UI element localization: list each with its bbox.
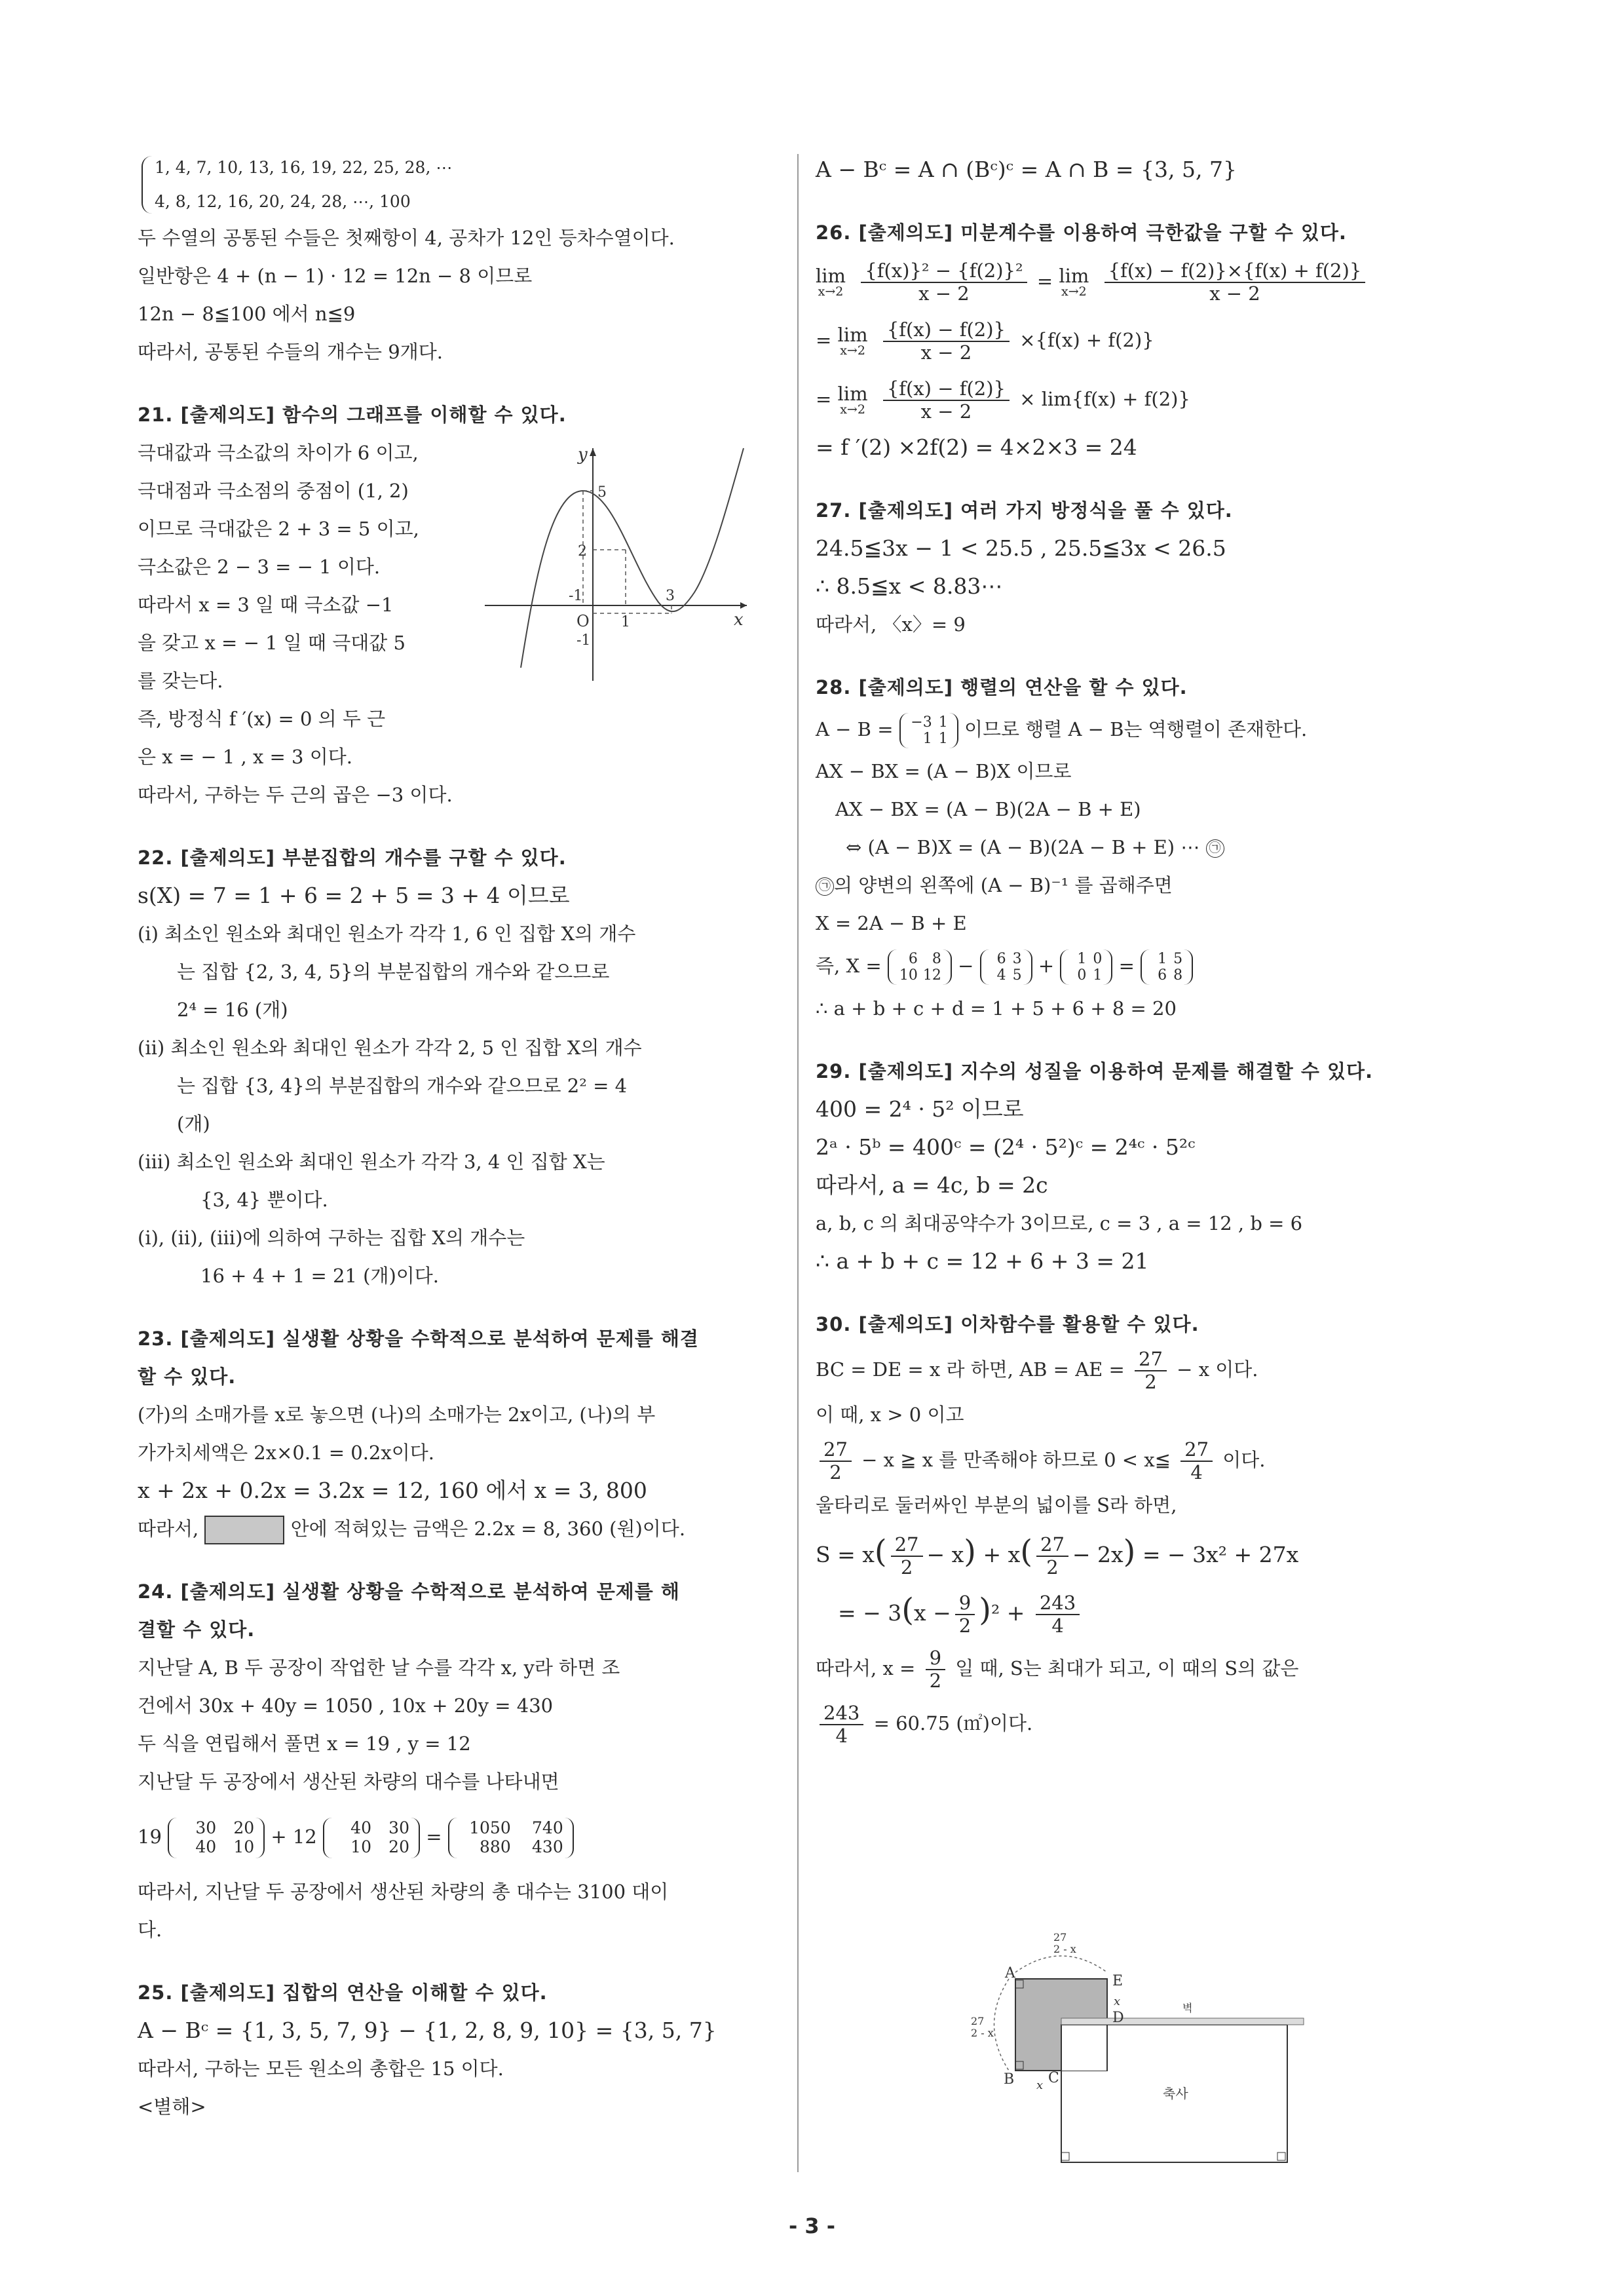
- question-21: [138, 396, 783, 814]
- text-line: A − Bᶜ = {1, 3, 5, 7, 9} − {1, 2, 8, 9, 10} = {3, 5, 7}: [138, 2018, 717, 2043]
- graph-tick-5: 5: [597, 484, 607, 501]
- question-30: [816, 1305, 1477, 1751]
- text-line: 를 갖는다.: [138, 670, 223, 692]
- text-fragment: − x ≧ x 를 만족해야 하므로 0 < x≦: [861, 1449, 1171, 1471]
- text-line: [816, 828, 1477, 866]
- equation-line: [816, 370, 1477, 429]
- equals-sign: =: [426, 1826, 442, 1848]
- fraction: $\frac{243}{4}$: [1036, 1592, 1080, 1637]
- matrix-entry: 30: [388, 1818, 409, 1838]
- label-a: A: [1005, 1965, 1015, 1981]
- question-24: [138, 1573, 783, 1949]
- question-25-title: 25. [출제의도] 집합의 연산을 이해할 수 있다.: [138, 1981, 548, 2004]
- text-line: [816, 866, 1477, 904]
- text-line: (ⅰ) 최소인 원소와 최대인 원소가 각각 1, 6 인 집합 X의 개수: [138, 923, 636, 945]
- coefficient: + 12: [271, 1826, 317, 1848]
- question-28: [816, 668, 1477, 1027]
- wall: [1061, 2018, 1304, 2025]
- limit-operator: lim x→2: [1059, 264, 1089, 299]
- matrix-entry: −3: [911, 714, 932, 731]
- matrix-entry: 740: [532, 1818, 563, 1838]
- text-line: (개): [177, 1113, 210, 1135]
- page-number: - 3 -: [788, 2213, 836, 2238]
- sequence-pair: [138, 151, 783, 219]
- label-e: E: [1112, 1973, 1124, 1989]
- label-barn: 축사: [1163, 2086, 1188, 2101]
- question-26: [816, 214, 1477, 467]
- text-line: 일반항은 4 + (n − 1) · 12 = 12n − 8 이므로: [138, 265, 533, 287]
- text-line: 지난달 A, B 두 공장이 작업한 날 수를 각각 x, y라 하면 조: [138, 1656, 620, 1679]
- text-line: = f ′(2) ×2f(2) = 4×2×3 = 24: [816, 434, 1137, 460]
- text-line: 400 = 2⁴ · 5² 이므로: [816, 1096, 1024, 1122]
- matrix-entry: 6: [1158, 967, 1167, 984]
- matrix-e: [1060, 949, 1112, 985]
- text-line: 극대값과 극소값의 차이가 6 이고,: [138, 442, 419, 464]
- matrix-b: [323, 1818, 420, 1858]
- text-line: 은 x = − 1 , x = 3 이다.: [138, 746, 352, 768]
- matrix-entry: 1: [922, 731, 932, 747]
- matrix-entry: 4: [996, 967, 1006, 984]
- graph-x-label: x: [734, 610, 744, 630]
- label-b: B: [1004, 2071, 1015, 2088]
- matrix-entry: 1050: [469, 1818, 511, 1838]
- function-curve: [521, 448, 744, 668]
- question-29-title: 29. [출제의도] 지수의 성질을 이용하여 문제를 해결할 수 있다.: [816, 1060, 1373, 1082]
- text-fragment: = − 3: [838, 1600, 902, 1626]
- text-line: 2⁴ = 16 (개): [177, 999, 288, 1021]
- matrix-x: [1141, 949, 1193, 985]
- text-line: 는 집합 {3, 4}의 부분집합의 개수와 같으므로 2² = 4: [177, 1075, 628, 1097]
- fraction: $\frac{27}{2}$: [820, 1439, 852, 1484]
- equation-line: [816, 1696, 1477, 1751]
- fraction: $\frac{243}{4}$: [820, 1702, 863, 1748]
- matrix-entry: 1: [1093, 967, 1103, 984]
- fraction: $\frac{27}{4}$: [1180, 1439, 1213, 1484]
- fraction: $\frac{27}{2}$: [1135, 1349, 1167, 1394]
- text-line: 12n − 8≦100 에서 n≦9: [138, 303, 356, 325]
- question-21-body: [138, 434, 478, 814]
- sequence-1: 1, 4, 7, 10, 13, 16, 19, 22, 25, 28, ⋯: [155, 158, 453, 177]
- fraction: $\frac{\{f(x) - f(2)\}\times\{f(x) + f(2)\}}{x - 2}$: [1105, 260, 1366, 305]
- text-line: 극소값은 2 − 3 = − 1 이다.: [138, 556, 381, 578]
- question-22-title: 22. [출제의도] 부분집합의 개수를 구할 수 있다.: [138, 847, 567, 869]
- text-line: 건에서 30x + 40y = 1050 , 10x + 20y = 430: [138, 1694, 554, 1717]
- fraction: $\frac{9}{2}$: [955, 1592, 975, 1637]
- text-line: 두 수열의 공통된 수들은 첫째항이 4, 공차가 12인 등차수열이다.: [138, 227, 675, 249]
- text-line: 이므로 극대값은 2 + 3 = 5 이고,: [138, 518, 419, 540]
- question-23-title: 23. [출제의도] 실생활 상황을 수학적으로 분석하여 문제를 해결: [138, 1328, 699, 1350]
- coefficient: 19: [138, 1826, 162, 1848]
- text-fragment: ²: [991, 1600, 1000, 1626]
- label-left-rest: 2 - x: [971, 2027, 994, 2039]
- matrix-result: [448, 1818, 574, 1858]
- text-fragment: 따라서, x =: [816, 1657, 916, 1679]
- matrix-entry: 0: [1077, 967, 1087, 984]
- matrix-entry: 3: [1012, 950, 1022, 967]
- fraction: $\frac{\text{\{f(x)\}² − \{f(2)\}²}}{x - 2}$: [861, 260, 1027, 305]
- equation-line: S = x( $\frac{27}{2}$ − x) + x( $\frac{27}{2}$ − 2x) = − 3x² + 27x: [816, 1533, 1299, 1578]
- matrix-b: [980, 949, 1032, 985]
- text-fragment: + x: [983, 1542, 1021, 1567]
- fence-diagram: [963, 1926, 1317, 2169]
- text-line: x + 2x + 0.2x = 3.2x = 12, 160 에서 x = 3, 800: [138, 1478, 647, 1503]
- text-line: AX − BX = (A − B)(2A − B + E): [835, 798, 1141, 820]
- text-line: 이 때, x > 0 이고: [816, 1404, 964, 1426]
- text-line: 는 집합 {2, 3, 4, 5}의 부분집합의 개수와 같으므로: [177, 961, 610, 983]
- label-wall: 벽: [1182, 2002, 1193, 2014]
- text-fragment: A − B =: [816, 718, 894, 740]
- text-line: <별해>: [138, 2095, 206, 2118]
- text-line: (ⅱ) 최소인 원소와 최대인 원소가 각각 2, 5 인 집합 X의 개수: [138, 1037, 642, 1059]
- text-line: AX − BX = (A − B)X 이므로: [816, 760, 1072, 782]
- text-fragment: BC = DE = x 라 하면, AB = AE =: [816, 1358, 1125, 1381]
- graph-tick-2: 2: [578, 543, 587, 560]
- text-line: 두 식을 연립해서 풀면 x = 19 , y = 12: [138, 1732, 471, 1755]
- text-fragment: 이므로 행렬 A − B는 역행렬이 존재한다.: [964, 718, 1308, 740]
- cubic-function-graph: [485, 435, 760, 684]
- text-fragment: ×{f(x) + f(2)}: [1019, 329, 1154, 351]
- equals-sign: =: [816, 388, 832, 410]
- graph-tick-neg1-x: -1: [569, 588, 583, 604]
- equation-line: [816, 1343, 1477, 1396]
- text-line: 따라서, a = 4c, b = 2c: [816, 1172, 1048, 1198]
- matrix-entry: 20: [233, 1818, 255, 1838]
- label-left-num: 27: [971, 2015, 985, 2027]
- label-x-de: x: [1114, 1995, 1121, 2008]
- question-25: [138, 1974, 783, 2126]
- label-d: D: [1112, 2010, 1124, 2026]
- question-30-title: 30. [출제의도] 이차함수를 활용할 수 있다.: [816, 1313, 1199, 1335]
- matrix-entry: 1: [1077, 950, 1087, 967]
- question-23-title-cont: 할 수 있다.: [138, 1366, 236, 1388]
- matrix-a-minus-b: [899, 713, 958, 749]
- matrix-entry: 30: [195, 1818, 217, 1838]
- question-28-title: 28. [출제의도] 행렬의 연산을 할 수 있다.: [816, 676, 1188, 698]
- text-line: 가가치세액은 2x×0.1 = 0.2x이다.: [138, 1442, 434, 1464]
- text-fragment: S = x: [816, 1542, 875, 1567]
- text-fragment: × lim{f(x) + f(2)}: [1019, 388, 1190, 410]
- text-line: 따라서, 지난달 두 공장에서 생산된 차량의 총 대수는 3100 대이: [138, 1881, 669, 1903]
- graph-tick-neg1-y: -1: [576, 632, 591, 649]
- text-line: 즉, 방정식 f ′(x) = 0 의 두 근: [138, 708, 386, 730]
- equals-sign: =: [1118, 955, 1135, 977]
- matrix-entry: 430: [532, 1837, 563, 1856]
- matrix-entry: 5: [1173, 950, 1183, 967]
- fraction: $\frac{27}{2}$: [891, 1534, 923, 1579]
- label-top-num: 27: [1053, 1931, 1067, 1943]
- text-fragment: − x: [926, 1542, 964, 1567]
- text-line: s(X) = 7 = 1 + 6 = 2 + 5 = 3 + 4 이므로: [138, 883, 570, 908]
- column-divider: [797, 154, 799, 2172]
- matrix-entry: 1: [938, 714, 948, 731]
- text-fragment: 이다.: [1222, 1449, 1266, 1471]
- question-27-title: 27. [출제의도] 여러 가지 방정식을 풀 수 있다.: [816, 499, 1233, 522]
- text-line: [138, 1510, 783, 1548]
- text-line: 극대점과 극소점의 중점이 (1, 2): [138, 480, 409, 502]
- text-line: ∴ a + b + c + d = 1 + 5 + 6 + 8 = 20: [816, 997, 1177, 1020]
- label-c: C: [1048, 2070, 1059, 2086]
- matrix-entry: 40: [195, 1837, 217, 1856]
- text-line: ∴ 8.5≦x < 8.83⋯: [816, 573, 1003, 599]
- text-fragment: +: [1006, 1600, 1025, 1626]
- matrix-entry: 8: [1173, 967, 1183, 984]
- equation-line: [816, 311, 1477, 370]
- equation-line: [816, 1434, 1477, 1486]
- text-fragment: ⇔ (A − B)X = (A − B)(2A − B + E) ⋯: [846, 836, 1200, 858]
- matrix-a: [168, 1818, 265, 1858]
- text-line: 따라서, 〈x〉= 9: [816, 613, 966, 636]
- text-line: A − Bᶜ = A ∩ (Bᶜ)ᶜ = A ∩ B = {3, 5, 7}: [816, 157, 1237, 182]
- matrix-entry: 1: [938, 731, 948, 747]
- question-24-title-cont: 결할 수 있다.: [138, 1618, 255, 1641]
- text-fragment: = − 3x² + 27x: [1142, 1542, 1299, 1567]
- limit-operator: lim x→2: [816, 264, 846, 299]
- text-line: 을 갖고 x = − 1 일 때 극대값 5: [138, 632, 406, 654]
- text-line: 울타리로 둘러싸인 부분의 넓이를 S라 하면,: [816, 1494, 1177, 1516]
- limit-operator: lim x→2: [837, 382, 868, 417]
- matrix-entry: 0: [1093, 950, 1103, 967]
- fraction: $\frac{\{f(x) - f(2)\}}{x - 2}$: [883, 378, 1010, 423]
- label-top-rest: 2 - x: [1053, 1943, 1076, 1955]
- question-27: [816, 491, 1477, 643]
- matrix-entry: 10: [899, 967, 918, 984]
- matrix-entry: 5: [1012, 967, 1022, 984]
- matrix-entry: 8: [932, 950, 941, 967]
- fraction: $\frac{27}{2}$: [1036, 1534, 1068, 1579]
- text-fragment: − 2x: [1072, 1542, 1124, 1567]
- sequence-2: 4, 8, 12, 16, 20, 24, 28, ⋯, 100: [155, 192, 411, 211]
- text-fragment: 일 때, S는 최대가 되고, 이 때의 S의 값은: [955, 1657, 1299, 1679]
- matrix-entry: 10: [350, 1837, 371, 1856]
- right-column: [816, 151, 1477, 1751]
- question-26-title: 26. [출제의도] 미분계수를 이용하여 극한값을 구할 수 있다.: [816, 221, 1347, 244]
- graph-tick-1: 1: [621, 614, 630, 630]
- text-line: 지난달 두 공장에서 생산된 차량의 대수를 나타내면: [138, 1770, 559, 1793]
- blank-box: [204, 1516, 284, 1544]
- text-line: 16 + 4 + 1 = 21 (개)이다.: [200, 1265, 440, 1287]
- limit-operator: lim x→2: [837, 323, 868, 358]
- matrix-entry: 880: [480, 1837, 511, 1856]
- text-fragment: 따라서,: [138, 1518, 199, 1540]
- text-line: a, b, c 의 최대공약수가 3이므로, c = 3 , a = 12 , b = 6: [816, 1212, 1303, 1234]
- text-line: 따라서, 구하는 모든 원소의 총합은 15 이다.: [138, 2057, 504, 2080]
- question-24-title: 24. [출제의도] 실생활 상황을 수학적으로 분석하여 문제를 해: [138, 1580, 680, 1603]
- question-22: [138, 839, 783, 1295]
- circled-mark: ㉠: [816, 877, 834, 896]
- text-line: {3, 4} 뿐이다.: [200, 1189, 328, 1211]
- matrix-entry: 20: [388, 1837, 409, 1856]
- matrix-entry: 40: [350, 1818, 371, 1838]
- text-line: 24.5≦3x − 1 < 25.5 , 25.5≦3x < 26.5: [816, 535, 1226, 561]
- equation-line: [816, 252, 1477, 311]
- text-fragment: 안에 적혀있는 금액은 2.2x = 8, 360 (원)이다.: [290, 1518, 686, 1540]
- fraction: $\frac{\{f(x) - f(2)\}}{x - 2}$: [883, 319, 1010, 364]
- matrix-entry: 1: [1158, 950, 1167, 967]
- question-29: [816, 1052, 1477, 1280]
- text-fragment: x −: [914, 1600, 951, 1626]
- label-x-bc: x: [1036, 2078, 1044, 2092]
- text-line: 따라서 x = 3 일 때 극소값 −1: [138, 594, 394, 616]
- matrix-entry: 6: [996, 950, 1006, 967]
- question-23: [138, 1320, 783, 1548]
- matrix-entry: 6: [908, 950, 918, 967]
- text-line: (ⅲ) 최소인 원소와 최대인 원소가 각각 3, 4 인 집합 X는: [138, 1151, 605, 1173]
- text-fragment: 즉, X =: [816, 955, 882, 977]
- equation-line: [816, 1641, 1477, 1696]
- text-line: (가)의 소매가를 x로 놓으면 (나)의 소매가는 2x이고, (나)의 부: [138, 1404, 656, 1426]
- text-line: X = 2A − B + E: [816, 912, 967, 934]
- question-21-title: 21. [출제의도] 함수의 그래프를 이해할 수 있다.: [138, 404, 567, 426]
- fraction: $\frac{9}{2}$: [926, 1647, 945, 1693]
- circled-mark: ㉠: [1206, 839, 1224, 858]
- equals-sign: =: [816, 329, 832, 351]
- text-line: 다.: [138, 1919, 162, 1941]
- left-column: [138, 151, 783, 2126]
- text-fragment: − x 이다.: [1177, 1358, 1258, 1381]
- text-line: 따라서, 공통된 수들의 개수는 9개다.: [138, 341, 443, 363]
- text-line: (ⅰ), (ⅱ), (ⅲ)에 의하여 구하는 집합 X의 개수는: [138, 1227, 525, 1249]
- graph-y-label: y: [578, 445, 588, 465]
- matrix-equation: [816, 942, 1477, 989]
- text-fragment: = 60.75 (㎡)이다.: [873, 1712, 1033, 1734]
- matrix-entry: 10: [233, 1837, 255, 1856]
- equals-sign: =: [1036, 270, 1053, 292]
- matrix-entry: 12: [922, 967, 941, 984]
- graph-tick-3: 3: [666, 588, 675, 604]
- text-line: ∴ a + b + c = 12 + 6 + 3 = 21: [816, 1248, 1149, 1274]
- matrix-equation: [138, 1801, 783, 1873]
- matrix-2a: [888, 949, 952, 985]
- equation-line: = − 3(x − $\frac{9}{2}$ )² + $\frac{243}{4}$: [816, 1582, 1477, 1641]
- text-line: [816, 706, 1477, 752]
- text-line: 따라서, 구하는 두 근의 곱은 −3 이다.: [138, 784, 453, 806]
- text-line: 2ᵃ · 5ᵇ = 400ᶜ = (2⁴ · 5²)ᶜ = 2⁴ᶜ · 5²ᶜ: [816, 1134, 1196, 1160]
- graph-origin-label: O: [576, 612, 590, 630]
- plus-sign: +: [1038, 955, 1055, 977]
- text-fragment: 의 양변의 왼쪽에 (A − B)⁻¹ 를 곱해주면: [834, 874, 1173, 896]
- minus-sign: −: [958, 955, 974, 977]
